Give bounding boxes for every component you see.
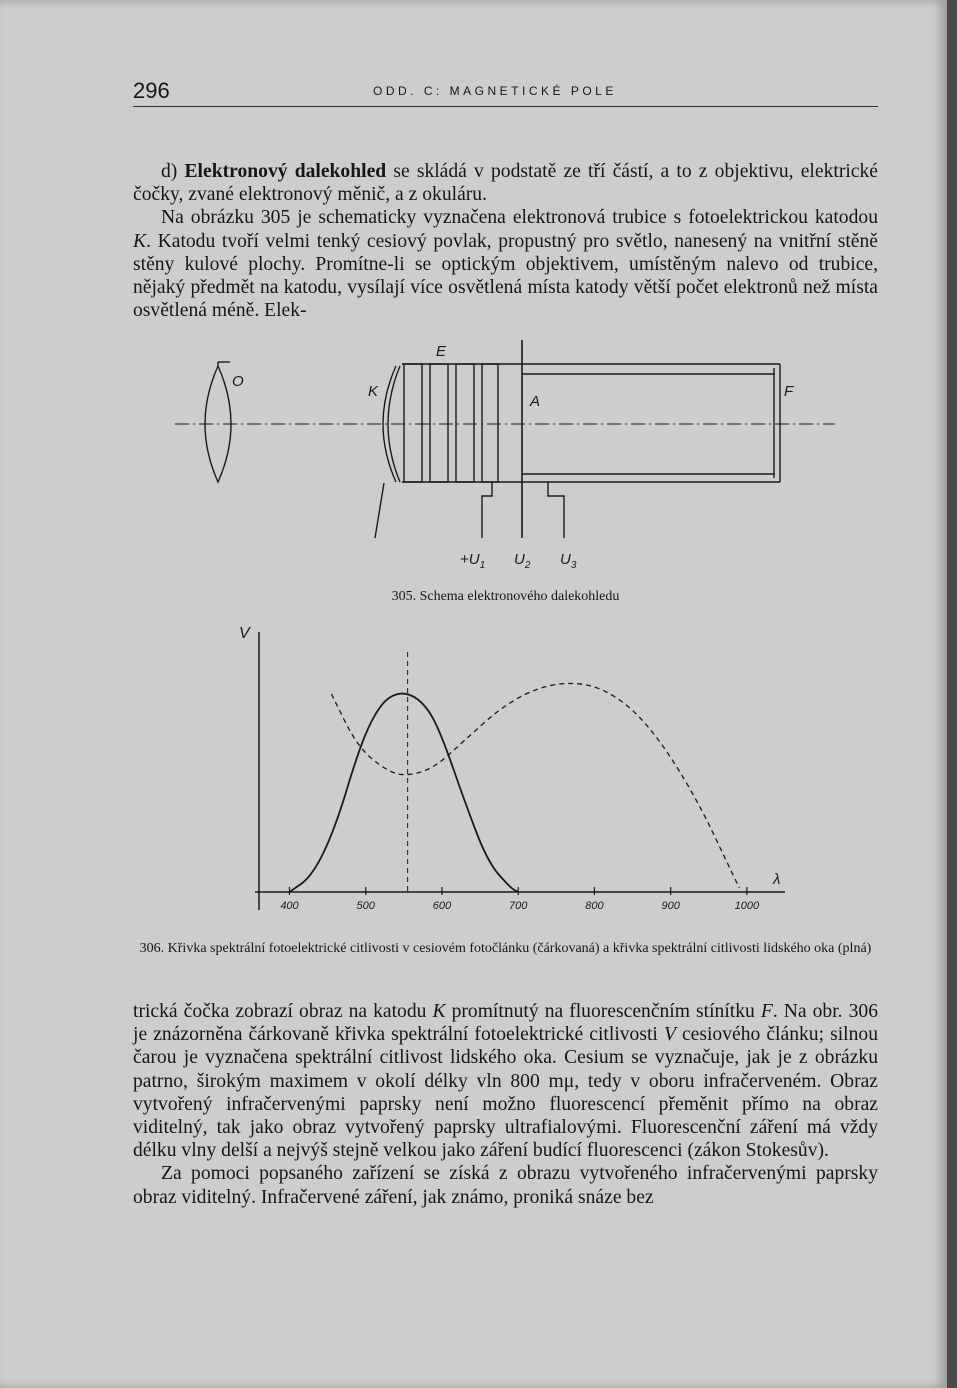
label-E: E	[436, 343, 447, 360]
x-tick-label-700: 700	[509, 900, 528, 912]
label-O: O	[232, 373, 244, 390]
running-title: ODD. C: MAGNETICKÉ POLE	[373, 84, 617, 98]
series-line-cesium	[331, 683, 739, 888]
label-F: F	[784, 383, 794, 400]
label-U2: $U_2$	[514, 551, 531, 571]
page-header	[133, 78, 878, 107]
figure-305-schematic	[170, 338, 840, 578]
label-U3: $U_3$	[560, 551, 577, 571]
bold-term: Elektronový dalekohled	[184, 161, 387, 182]
x-tick-label-500: 500	[356, 900, 375, 912]
x-axis-label: λ	[773, 871, 781, 888]
x-tick-label-1000: 1000	[734, 900, 760, 912]
x-tick-label-800: 800	[585, 900, 604, 912]
label-K: K	[368, 383, 379, 400]
text-block-top	[133, 160, 878, 322]
paragraph-telescope-intro: d) Elektronový dalekohled se skládá v podstatě ze tří částí, a to z objektivu, elektrické čočky, zvané elektronový měnič, a z okuláru.	[133, 161, 878, 206]
x-tick-label-400: 400	[280, 900, 299, 912]
label-A: A	[530, 393, 541, 410]
text-block-bottom	[133, 1000, 878, 1209]
page-number: 296	[133, 78, 170, 103]
book-binding-edge	[947, 0, 957, 1388]
label-U1: $+U_1$	[460, 551, 486, 571]
figure-306-chart	[225, 612, 825, 922]
paragraph-infrared: Za pomoci popsaného zařízení se získá z obrazu vytvořeného infračervenými paprsky obraz viditelný. Infračervené záření, jak známo, proniká snáze bez	[133, 1163, 878, 1208]
x-tick-label-900: 900	[661, 900, 680, 912]
paragraph-continuation: trická čočka zobrazí obraz na katodu K promítnutý na fluorescenčním stínítku F. Na obr. 306 je znázorněna čárkovaně křivka spektrální fotoelektrické citlivosti V cesiového článku; silnou čarou je vyznačena spektrální citlivost lidského oka. Cesium se vyznačuje, jak je z obrázku patrno, širokým maximem v okolí délky vln 800 mμ, tedy v oboru infračerveném. Obraz vytvořený infračervenými paprsky není možno fluorescencí přeměnit přímo na obraz viditelný, tak jako obraz vytvořený paprsky ultrafialovými. Fluorescenční záření má vždy délku vlny delší a nejvýš stejně velkou jako záření budící fluorescenci (zákon Stokesův).	[133, 1001, 878, 1162]
paragraph-tube-description: Na obrázku 305 je schematicky vyznačena elektronová trubice s fotoelektrickou katodou K. Katodu tvoří velmi tenký cesiový povlak, propustný pro světlo, nanesený na vnitřní stěně stěny kulové plochy. Promítne-li se optickým objektivem, umístěným nalevo od trubice, nějaký předmět na katodu, vysílají více osvětlená místa katody větší počet elektronů než místa osvětlená méně. Elek-	[133, 207, 878, 322]
y-axis-label: V	[239, 625, 250, 642]
x-tick-label-600: 600	[432, 900, 452, 912]
figure-306-caption: 306. Křivka spektrální fotoelektrické citlivosti v cesiovém fotočlánku (čárkovaná) a křivka spektrální citlivosti lidského oka (plná)	[139, 941, 872, 956]
figure-305-caption: 305. Schema elektronového dalekohledu	[391, 589, 620, 604]
